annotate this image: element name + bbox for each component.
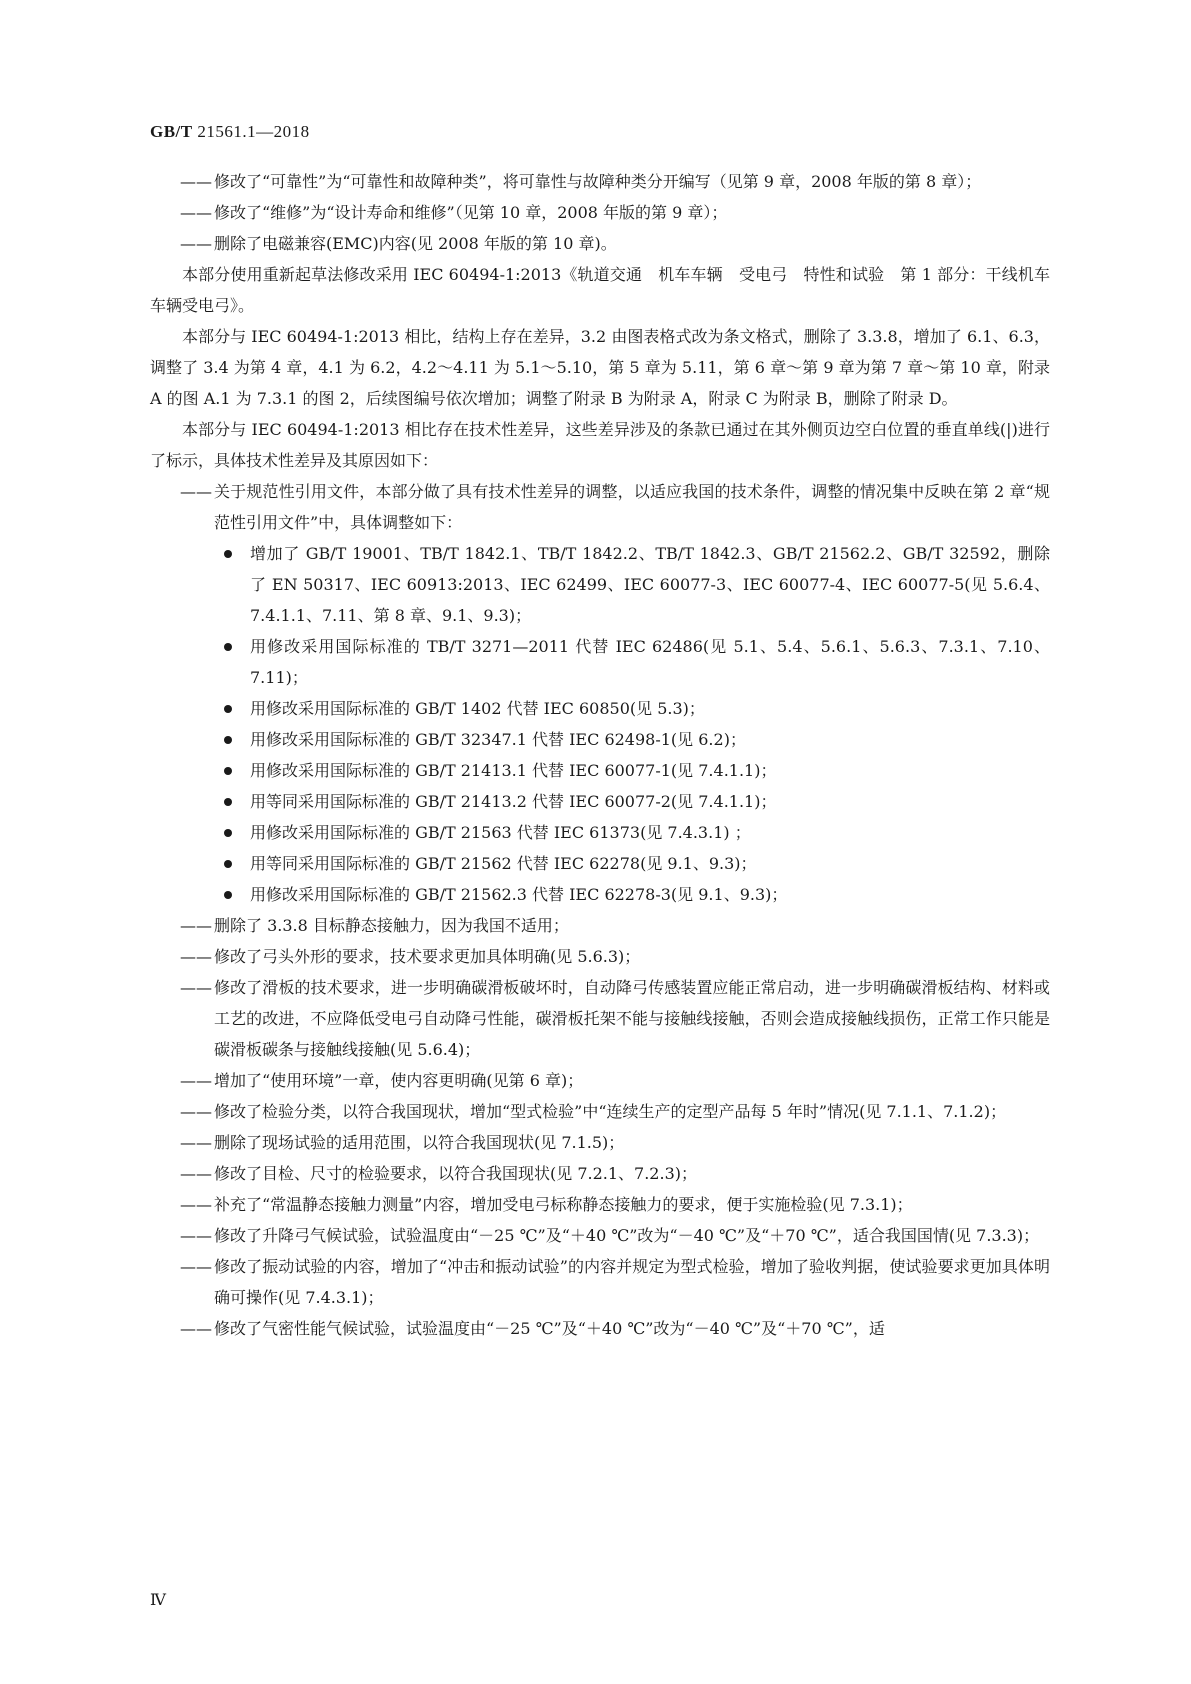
document-body <box>150 166 1050 1344</box>
dash-marker: —— <box>180 1133 212 1152</box>
standard-code-header <box>150 122 310 142</box>
dash-marker: —— <box>180 1257 212 1276</box>
list-item-text: 修改了升降弓气候试验，试验温度由“－25 ℃”及“＋40 ℃”改为“－40 ℃”及“＋70 ℃”，适合我国国情(见 7.3.3)； <box>214 1226 1040 1245</box>
bullet-text: 用修改采用国际标准的 GB/T 1402 代替 IEC 60850(见 5.3)； <box>250 699 705 718</box>
list-item-text: 关于规范性引用文件，本部分做了具有技术性差异的调整，以适应我国的技术条件，调整的情况集中反映在第 2 章“规范性引用文件”中，具体调整如下： <box>214 482 1050 532</box>
paragraph-structural-differences: 本部分与 IEC 60494-1:2013 相比，结构上存在差异，3.2 由图表格式改为条文格式，删除了 3.3.8，增加了 6.1、6.3，调整了 3.4 为第 4 章，4.1 为 6.2，4.2～4.11 为 5.1～5.10，第 5 章为 5.11，第 6 章～第 9 章为第 7 章～第 10 章，附录 A 的图 A.1 为 7.3.1 的图 2，后续图编号依次增加；调整了附录 B 为附录 A，附录 C 为附录 B，删除了附录 D。 <box>150 327 1050 408</box>
list-item-normative-references <box>150 476 1050 538</box>
list-item-text: 修改了振动试验的内容，增加了“冲击和振动试验”的内容并规定为型式检验，增加了验收判据，使试验要求更加具体明确可操作(见 7.4.3.1)； <box>214 1257 1050 1307</box>
list-item-text: 增加了“使用环境”一章，使内容更明确(见第 6 章)； <box>214 1071 584 1090</box>
bullet-text: 用等同采用国际标准的 GB/T 21413.2 代替 IEC 60077-2(见 7.4.1.1)； <box>250 792 777 811</box>
dash-marker: —— <box>180 1071 212 1090</box>
list-item <box>150 1220 1050 1251</box>
list-item-text: 删除了 3.3.8 目标静态接触力，因为我国不适用； <box>214 916 569 935</box>
list-item <box>150 1189 1050 1220</box>
list-item <box>150 166 1050 197</box>
dash-marker: —— <box>180 978 212 997</box>
dash-marker: —— <box>180 916 212 935</box>
page-number: Ⅳ <box>150 1592 166 1609</box>
list-item <box>150 941 1050 972</box>
bullet-dot-icon <box>224 798 232 806</box>
list-item-text: 删除了现场试验的适用范围，以符合我国现状(见 7.1.5)； <box>214 1133 625 1152</box>
bullet-dot-icon <box>224 767 232 775</box>
bullet-text: 用修改采用国际标准的 GB/T 32347.1 代替 IEC 62498-1(见 6.2)； <box>250 730 746 749</box>
standard-code-prefix: GB/T <box>150 122 193 141</box>
bullet-item <box>150 786 1050 817</box>
list-item-text: 删除了电磁兼容(EMC)内容(见 2008 年版的第 10 章)。 <box>214 234 617 253</box>
bullet-item <box>150 631 1050 693</box>
list-item <box>150 228 1050 259</box>
standard-code-number: 21561.1—2018 <box>192 122 310 141</box>
list-item-text: 修改了气密性能气候试验，试验温度由“－25 ℃”及“＋40 ℃”改为“－40 ℃”及“＋70 ℃”，适 <box>214 1319 885 1338</box>
bullet-dot-icon <box>224 550 232 558</box>
bullet-item <box>150 848 1050 879</box>
list-item-text: 修改了检验分类，以符合我国现状，增加“型式检验”中“连续生产的定型产品每 5 年时”情况(见 7.1.1、7.1.2)； <box>214 1102 1007 1121</box>
bullet-text: 用修改采用国际标准的 GB/T 21413.1 代替 IEC 60077-1(见 7.4.1.1)； <box>250 761 777 780</box>
paragraph-technical-differences: 本部分与 IEC 60494-1:2013 相比存在技术性差异，这些差异涉及的条款已通过在其外侧页边空白位置的垂直单线(|)进行了标示，具体技术性差异及其原因如下： <box>150 420 1050 470</box>
list-item <box>150 910 1050 941</box>
bullet-item <box>150 755 1050 786</box>
bullet-text: 用修改采用国际标准的 TB/T 3271—2011 代替 IEC 62486(见 5.1、5.4、5.6.1、5.6.3、7.3.1、7.10、7.11)； <box>250 637 1050 687</box>
list-item <box>150 1251 1050 1313</box>
list-item <box>150 972 1050 1065</box>
list-item-text: 补充了“常温静态接触力测量”内容，增加受电弓标称静态接触力的要求，便于实施检验(见 7.3.1)； <box>214 1195 913 1214</box>
dash-marker: —— <box>180 947 212 966</box>
list-item <box>150 1096 1050 1127</box>
bullet-dot-icon <box>224 736 232 744</box>
bullet-text: 用修改采用国际标准的 GB/T 21563 代替 IEC 61373(见 7.4.3.1) ； <box>250 823 751 842</box>
paragraph-adoption: 本部分使用重新起草法修改采用 IEC 60494-1:2013《轨道交通 机车车辆 受电弓 特性和试验 第 1 部分：干线机车车辆受电弓》。 <box>150 265 1050 315</box>
bullet-text: 用修改采用国际标准的 GB/T 21562.3 代替 IEC 62278-3(见 9.1、9.3)； <box>250 885 788 904</box>
bullet-dot-icon <box>224 891 232 899</box>
dash-marker: —— <box>180 172 212 191</box>
bullet-item <box>150 817 1050 848</box>
bullet-item <box>150 724 1050 755</box>
bullet-dot-icon <box>224 860 232 868</box>
bullet-item <box>150 538 1050 631</box>
list-item-text: 修改了弓头外形的要求，技术要求更加具体明确(见 5.6.3)； <box>214 947 641 966</box>
list-item <box>150 1127 1050 1158</box>
dash-marker: —— <box>180 1164 212 1183</box>
list-item-text: 修改了滑板的技术要求，进一步明确碳滑板破坏时，自动降弓传感装置应能正常启动，进一步明确碳滑板结构、材料或工艺的改进，不应降低受电弓自动降弓性能，碳滑板托架不能与接触线接触，否则会造成接触线损伤，正常工作只能是碳滑板碳条与接触线接触(见 5.6.4)； <box>214 978 1050 1059</box>
dash-marker: —— <box>180 482 212 501</box>
bullet-text: 增加了 GB/T 19001、TB/T 1842.1、TB/T 1842.2、TB/T 1842.3、GB/T 21562.2、GB/T 32592，删除了 EN 50317、IEC 60913:2013、IEC 62499、IEC 60077-3、IEC 60077-4、IEC 60077-5(见 5.6.4、7.4.1.1、7.11、第 8 章、9.1、9.3)； <box>250 544 1050 625</box>
list-item-text: 修改了“可靠性”为“可靠性和故障种类”，将可靠性与故障种类分开编写（见第 9 章，2008 年版的第 8 章）； <box>214 172 982 191</box>
bullet-dot-icon <box>224 705 232 713</box>
dash-marker: —— <box>180 1319 212 1338</box>
bullet-item <box>150 693 1050 724</box>
reference-adjustment-list <box>150 538 1050 910</box>
dash-marker: —— <box>180 203 212 222</box>
dash-marker: —— <box>180 1195 212 1214</box>
list-item-text: 修改了“维修”为“设计寿命和维修”（见第 10 章，2008 年版的第 9 章）； <box>214 203 728 222</box>
bullet-dot-icon <box>224 829 232 837</box>
bullet-text: 用等同采用国际标准的 GB/T 21562 代替 IEC 62278(见 9.1、9.3)； <box>250 854 757 873</box>
dash-marker: —— <box>180 234 212 253</box>
list-item <box>150 197 1050 228</box>
list-item <box>150 1158 1050 1189</box>
list-item <box>150 1313 1050 1344</box>
bullet-item <box>150 879 1050 910</box>
list-item-text: 修改了目检、尺寸的检验要求，以符合我国现状(见 7.2.1、7.2.3)； <box>214 1164 697 1183</box>
list-item <box>150 1065 1050 1096</box>
dash-marker: —— <box>180 1102 212 1121</box>
bullet-dot-icon <box>224 643 232 651</box>
dash-marker: —— <box>180 1226 212 1245</box>
